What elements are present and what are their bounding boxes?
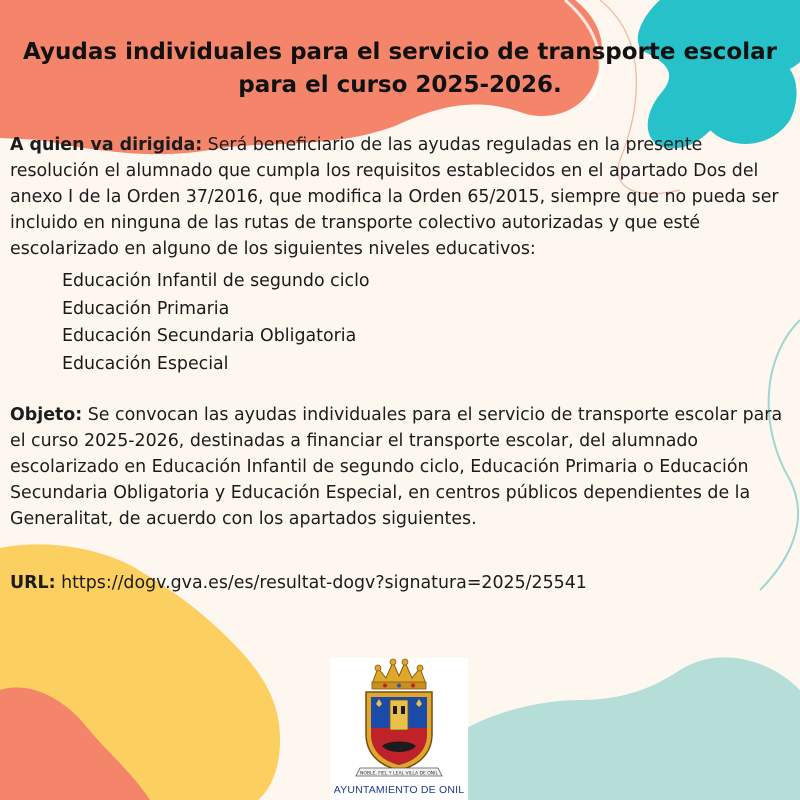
objective-paragraph: [10, 402, 794, 532]
list-item: Educación Primaria: [62, 298, 230, 319]
list-item: Educación Secundaria Obligatoria: [62, 326, 357, 346]
crown-icon: [372, 659, 426, 689]
title-line-2: para el curso 2025-2026.: [238, 72, 562, 98]
recipients-paragraph: [10, 132, 794, 262]
objective-label: Objeto:: [10, 405, 83, 425]
recipients-label: A quien va dirigida:: [10, 135, 203, 155]
list-item: Educación Especial: [62, 353, 229, 374]
shield-icon: [366, 692, 432, 770]
municipal-logo: [330, 658, 468, 800]
url-label: URL:: [10, 573, 56, 593]
coat-of-arms-icon: [330, 658, 468, 780]
page-title: [20, 36, 780, 102]
motto-text: NOBLE, FIEL Y LEAL VILLA DE ONIL: [360, 771, 438, 777]
recipients-text: Será beneficiario de las ayudas reguladas en la presente resolución el alumnado que cumpla los requisitos establecidos en el apartado Dos del anexo I de la Orden 37/2016, que modifica la Orden 65/2015, siempre que no pueda ser incluido en ninguna de las rutas de transporte colectivo autorizadas y que esté escolarizado en alguno de los siguientes niveles educativos:: [10, 135, 779, 259]
objective-text: Se convocan las ayudas individuales para el servicio de transporte escolar para el curso 2025-2026, destinadas a financiar el transporte escolar, del alumnado escolarizado en Educación Infantil de segundo ciclo, Educación Primaria o Educación Secundaria Obligatoria y Educación Especial, en centros públicos dependientes de la Generalitat, de acuerdo con los apartados siguientes.: [10, 405, 783, 529]
education-levels-list: [62, 268, 370, 378]
motto-ribbon: [356, 768, 442, 777]
logo-caption: AYUNTAMIENTO DE ONIL: [333, 784, 465, 796]
title-line-1: Ayudas individuales para el servicio de transporte escolar: [23, 39, 777, 65]
url-link[interactable]: https://dogv.gva.es/es/resultat-dogv?signatura=2025/25541: [55, 573, 587, 593]
list-item: Educación Infantil de segundo ciclo: [62, 271, 370, 291]
url-paragraph: [10, 570, 794, 596]
